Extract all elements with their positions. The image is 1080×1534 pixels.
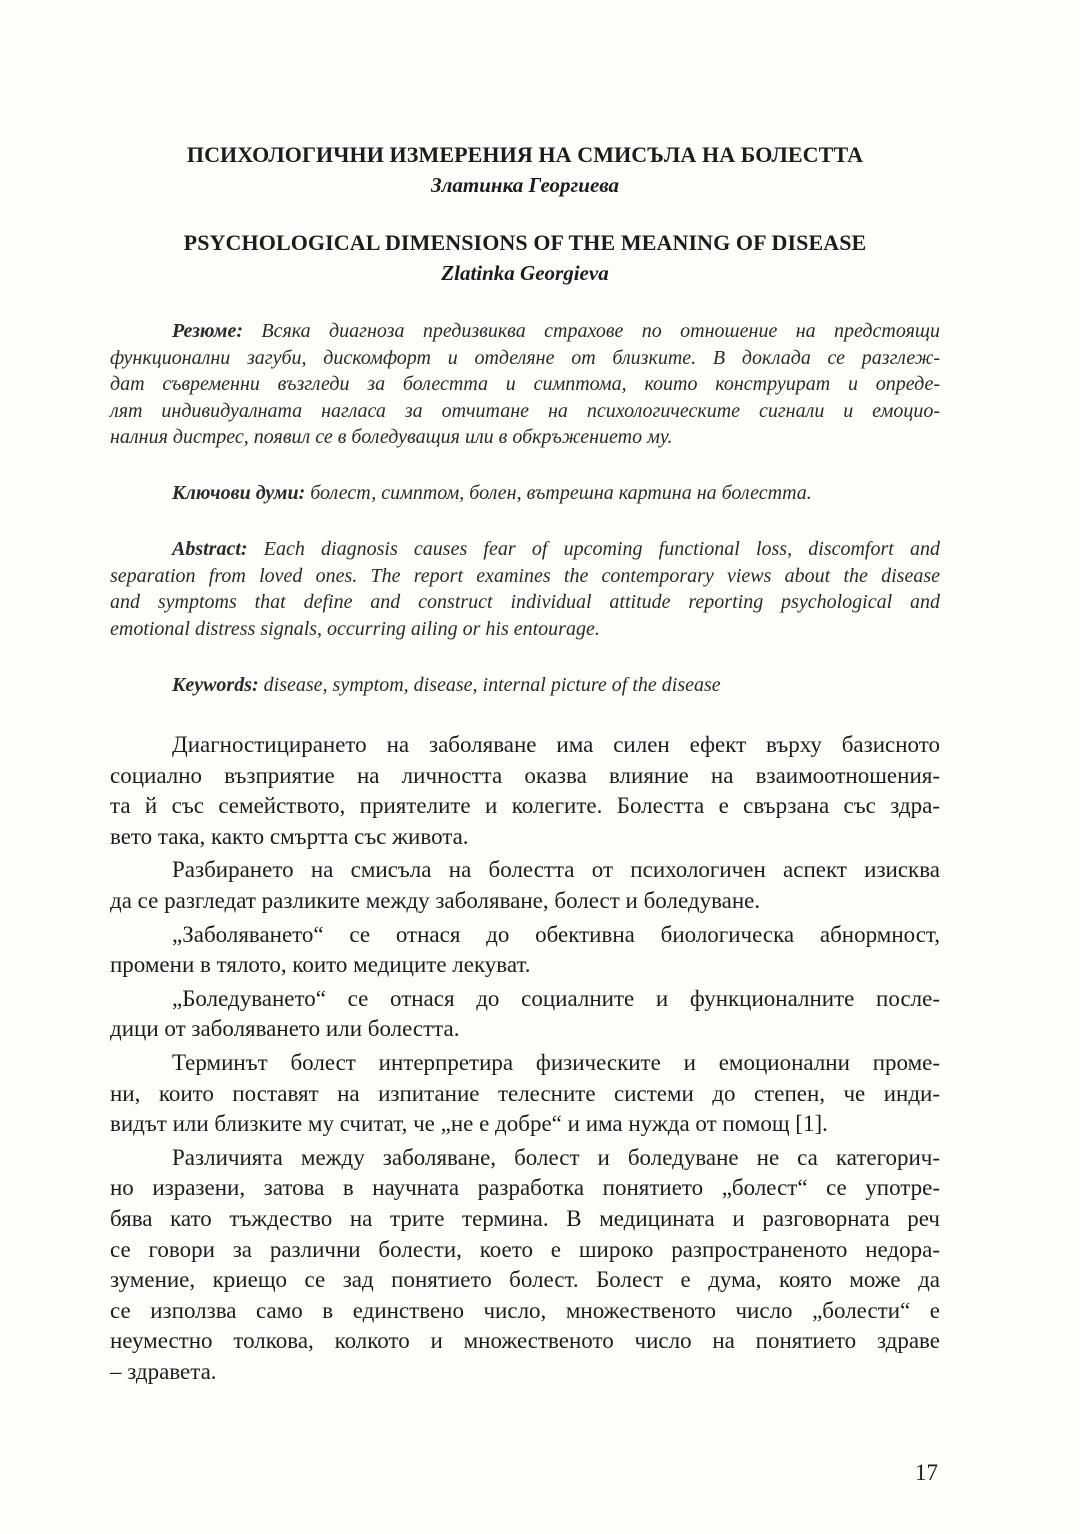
body-text — [110, 730, 940, 1390]
abstract-bg — [110, 318, 940, 451]
paragraph — [110, 920, 940, 981]
body-line: „Заболяването“ се отнася до обективна биологическа абнормност, — [172, 921, 940, 947]
body-line: „Боледуването“ се отнася до социалните и функционалните после- — [172, 985, 940, 1011]
keywords-en-line: Keywords: disease, symptom, disease, internal picture of the disease — [172, 674, 721, 696]
body-line: неуместно толкова, колкото и множественото число на понятието здраве — [110, 1328, 940, 1354]
keywords-bg-label: Ключови думи: — [172, 482, 306, 504]
body-line: се говори за различни болести, което е широко разпространеното недора- — [110, 1236, 940, 1262]
body-line: – здравета. — [110, 1358, 217, 1384]
keywords-bg — [110, 480, 940, 507]
title-en: PSYCHOLOGICAL DIMENSIONS OF THE MEANING OF DISEASE — [183, 230, 867, 255]
english-title-block — [110, 228, 940, 288]
bulgarian-title-block — [110, 140, 940, 200]
abstract-bg-line: налния дистрес, появил се в боледуващия или в обкръжението му. — [110, 426, 673, 448]
abstract-bg-line: Резюме: Всяка диагноза предизвиква страхове по отношение на предстоящи — [172, 320, 940, 342]
paragraph — [110, 1048, 940, 1140]
paragraph — [110, 1143, 940, 1388]
keywords-en — [110, 672, 940, 699]
body-line: да се разгледат разликите между заболяване, болест и боледуване. — [110, 887, 761, 913]
abstract-en-label: Abstract: — [172, 538, 248, 560]
paragraph — [110, 855, 940, 916]
body-line: дици от заболяването или болестта. — [110, 1016, 460, 1042]
body-line: промени в тялото, които медиците лекуват. — [110, 952, 531, 978]
abstract-en-line: Abstract: Each diagnosis causes fear of upcoming functional loss, discomfort and — [172, 538, 941, 560]
abstract-bg-line: дат съвременни възгледи за болестта и симптома, които конструират и опреде- — [110, 373, 940, 395]
body-line: Различията между заболяване, болест и боледуване не са категорич- — [172, 1144, 940, 1170]
body-line: ни, които поставят на изпитание телесните системи до степен, че инди- — [110, 1080, 940, 1106]
body-line: зумение, криещо се зад понятието болест. Болест е дума, която може да — [110, 1267, 940, 1293]
abstract-en-line: emotional distress signals, occurring ailing or his entourage. — [110, 617, 600, 640]
paragraph — [110, 730, 940, 852]
author-en: Zlatinka Georgieva — [441, 261, 609, 285]
body-line: Диагностицирането на заболяване има силен ефект върху базисното — [172, 732, 940, 757]
keywords-bg-line: Ключови думи: болест, симптом, болен, вътрешна картина на болестта. — [172, 482, 812, 504]
abstract-bg-line: функционални загуби, дискомфорт и отделяне от близките. В доклада се разглеж- — [110, 346, 940, 369]
abstract-bg-label: Резюме: — [172, 320, 243, 342]
body-line: бява като тъждество на трите термина. В медицината и разговорната реч — [110, 1205, 940, 1231]
body-line: вето така, както смъртта със живота. — [110, 823, 469, 849]
author-bg: Златинка Георгиева — [430, 173, 620, 197]
abstract-en-line: separation from loved ones. The report examines the contemporary views about the disease — [110, 564, 940, 587]
body-line: Терминът болест интерпретира физическите и емоционални проме- — [172, 1049, 940, 1075]
body-line: Разбирането на смисъла на болестта от психологичен аспект изисква — [172, 857, 940, 883]
body-line: видът или близките му считат, че „не е добре“ и има нужда от помощ [1]. — [110, 1111, 828, 1137]
abstract-en-line: and symptoms that define and construct individual attitude reporting psychological and — [110, 591, 940, 613]
paragraph — [110, 984, 940, 1045]
title-bg: ПСИХОЛОГИЧНИ ИЗМЕРЕНИЯ НА СМИСЪЛА НА БОЛЕСТТА — [186, 142, 864, 167]
keywords-en-label: Keywords: — [172, 674, 259, 696]
page-number: 17 — [915, 1460, 938, 1485]
abstract-en — [110, 536, 940, 642]
body-line: социално възприятие на личността оказва влияние на взаимоотношения- — [110, 762, 940, 788]
abstract-bg-line: лят индивидуалната нагласа за отчитане на психологическите сигнали и емоцио- — [110, 399, 940, 422]
body-line: но изразени, затова в научната разработка понятието „болест“ се употре- — [110, 1175, 940, 1201]
body-line: се използва само в единствено число, множественото число „болести“ е — [110, 1297, 940, 1323]
body-line: та й със семейството, приятелите и колегите. Болестта е свързана със здра- — [110, 793, 940, 819]
